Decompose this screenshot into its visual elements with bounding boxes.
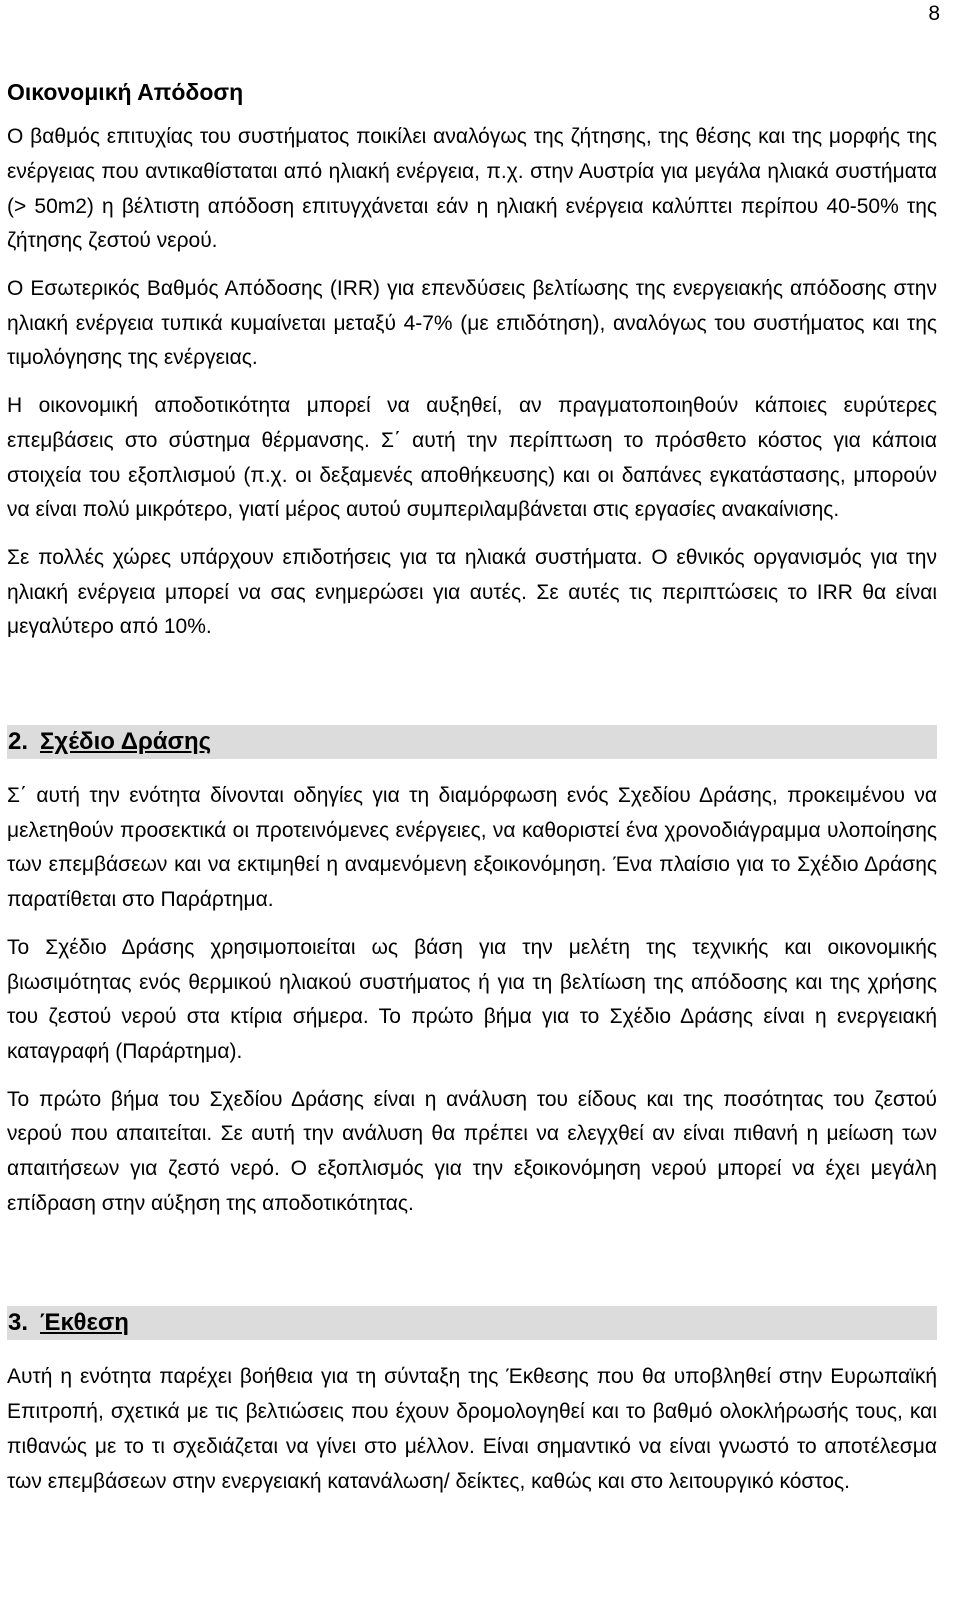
section-title: Έκθεση	[40, 1309, 129, 1337]
paragraph: Αυτή η ενότητα παρέχει βοήθεια για τη σύνταξη της Έκθεσης που θα υποβληθεί στην Ευρωπαϊκή Επιτροπή, σχετικά με τις βελτιώσεις που έχουν δρομολογηθεί και το βαθμό ολοκλήρωσής τους, και πιθανώς με το τι σχεδιάζεται να γίνει στο μέλλον. Είναι σημαντικό να είναι γνωστό το αποτέλεσμα των επεμβάσεων στην ενεργειακή κατανάλωση/ δείκτες, καθώς και στο λειτουργικό κόστος.	[7, 1365, 937, 1493]
section-financial-performance	[7, 76, 937, 645]
section-action-plan	[7, 725, 937, 1221]
section-title: Σχέδιο Δράσης	[40, 728, 212, 756]
paragraph: Σ΄ αυτή την ενότητα δίνονται οδηγίες για τη διαμόρφωση ενός Σχεδίου Δράσης, προκειμένου να μελετηθούν προσεκτικά οι προτεινόμενες ενέργειες, να καθοριστεί ένα χρονοδιάγραμμα υλοποίησης των επεμβάσεων και να εκτιμηθεί η αναμενόμενη εξοικονόμηση. Ένα πλαίσιο για το Σχέδιο Δράσης παρατίθεται στο Παράρτημα.	[7, 784, 937, 912]
page-number: 8	[928, 2, 940, 25]
section-number: 2.	[8, 728, 29, 756]
paragraph: Η οικονομική αποδοτικότητα μπορεί να αυξηθεί, αν πραγματοποιηθούν κάποιες ευρύτερες επεμβάσεις στο σύστημα θέρμανσης. Σ΄ αυτή την περίπτωση το πρόσθετο κόστος για κάποια στοιχεία του εξοπλισμού (π.χ. οι δεξαμενές αποθήκευσης) και οι δαπάνες εγκατάστασης, μπορούν να είναι πολύ μικρότερο, γιατί μέρος αυτού συμπεριλαμβάνεται στις εργασίες ανακαίνισης.	[7, 394, 937, 522]
section-heading: Οικονομική Απόδοση	[7, 79, 244, 105]
paragraph: Το Σχέδιο Δράσης χρησιμοποιείται ως βάση για την μελέτη της τεχνικής και οικονομικής βιωσιμότητας ενός θερμικού ηλιακού συστήματος ή για τη βελτίωση της απόδοσης και της χρήσης του ζεστού νερού στα κτίρια σήμερα. Το πρώτο βήμα για το Σχέδιο Δράσης είναι η ενεργειακή καταγραφή (Παράρτημα).	[7, 935, 937, 1063]
section-number: 3.	[8, 1309, 29, 1337]
section-heading	[7, 725, 937, 759]
paragraph: Το πρώτο βήμα του Σχεδίου Δράσης είναι η ανάλυση του είδους και της ποσότητας του ζεστού νερού που απαιτείται. Σε αυτή την ανάλυση θα πρέπει να ελεγχθεί αν είναι πιθανή η μείωση των απαιτήσεων για ζεστό νερό. Ο εξοπλισμός για την εξοικονόμηση νερού μπορεί να έχει μεγάλη επίδραση στην αύξηση της αποδοτικότητας.	[7, 1087, 937, 1215]
section-heading	[7, 1306, 937, 1340]
document-body	[7, 76, 937, 1512]
paragraph: Ο Εσωτερικός Βαθμός Απόδοσης (IRR) για επενδύσεις βελτίωσης της ενεργειακής απόδοσης στην ηλιακή ενέργεια τυπικά κυμαίνεται μεταξύ 4-7% (με επιδότηση), αναλόγως του συστήματος και της τιμολόγησης της ενέργειας.	[7, 277, 937, 370]
paragraph: Σε πολλές χώρες υπάρχουν επιδοτήσεις για τα ηλιακά συστήματα. Ο εθνικός οργανισμός για την ηλιακή ενέργεια μπορεί να σας ενημερώσει για αυτές. Σε αυτές τις περιπτώσεις το IRR θα είναι μεγαλύτερο από 10%.	[7, 545, 937, 639]
section-report	[7, 1306, 937, 1499]
paragraph: Ο βαθμός επιτυχίας του συστήματος ποικίλει αναλόγως της ζήτησης, της θέσης και της μορφής της ενέργειας που αντικαθίσταται από ηλιακή ενέργεια, π.χ. στην Αυστρία για μεγάλα ηλιακά συστήματα (> 50m2) η βέλτιστη απόδοση επιτυγχάνεται εάν η ηλιακή ενέργεια καλύπτει περίπου 40-50% της ζήτησης ζεστού νερού.	[7, 125, 937, 253]
